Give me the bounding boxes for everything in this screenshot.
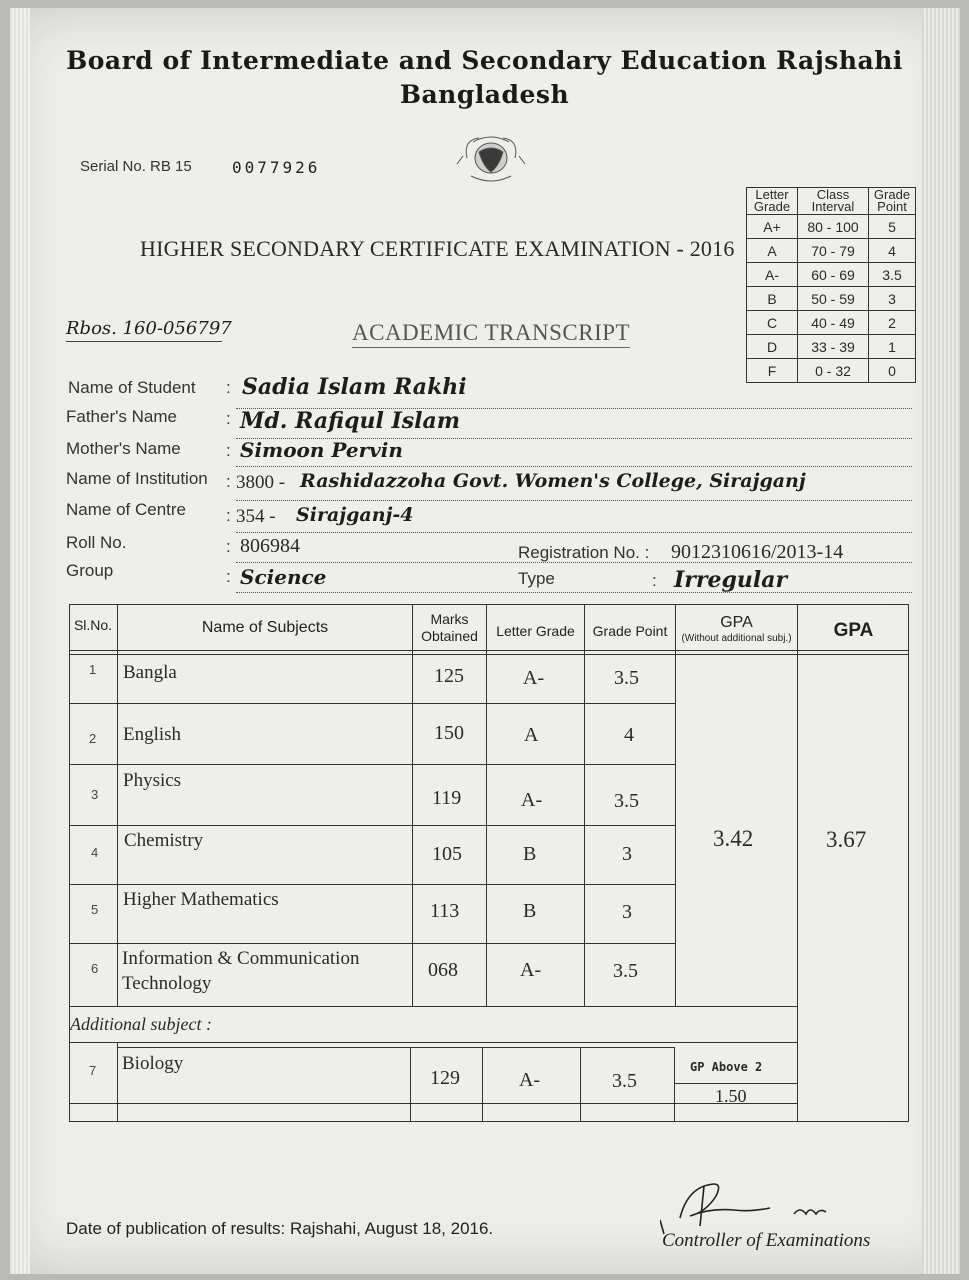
grade-point: 3.5 <box>612 1070 637 1092</box>
subject-name: Bangla <box>123 662 177 683</box>
grade-point: 1 <box>869 335 916 359</box>
results-table <box>69 604 909 1122</box>
colon: : <box>226 378 231 397</box>
signer-title: Controller of Examinations <box>662 1230 871 1251</box>
grade-interval: 80 - 100 <box>798 215 869 239</box>
dotted-line <box>236 562 912 563</box>
grade-point: 3.5 <box>613 960 638 982</box>
grade-scale-header: Grade Point <box>869 188 916 215</box>
publication-date: Date of publication of results: Rajshahi, August 18, 2016. <box>66 1219 494 1238</box>
grade-interval: 60 - 69 <box>798 263 869 287</box>
header-gpa: GPA <box>833 620 874 641</box>
group-value: Science <box>240 565 327 589</box>
marks: 150 <box>434 722 464 744</box>
type-value: Irregular <box>674 567 788 593</box>
marks: 113 <box>430 900 460 922</box>
subject-name: Physics <box>123 770 182 791</box>
gp-above-label: GP Above 2 <box>690 1060 763 1074</box>
colon: : <box>226 506 231 525</box>
mother-name: Simoon Pervin <box>240 438 403 462</box>
colon: : <box>652 571 657 590</box>
table-rule <box>482 1047 483 1122</box>
grade-scale-header: Letter Grade <box>747 188 798 215</box>
subject-name-continued: Technology <box>122 973 212 994</box>
grade-letter: C <box>747 311 798 335</box>
table-rule <box>675 604 676 1006</box>
header-gpa-without: GPA <box>720 614 753 631</box>
colon: : <box>226 409 231 428</box>
father-name: Md. Rafiqul Islam <box>240 408 461 434</box>
grade-interval: 50 - 59 <box>798 287 869 311</box>
row-sl: 3 <box>91 787 99 802</box>
centre-code: 354 - <box>236 506 276 527</box>
header-sl: Sl.No. <box>73 617 113 633</box>
additional-subject-label: Additional subject : <box>70 1014 212 1034</box>
header-gpa-without-note: (Without additional subj.) <box>681 633 792 644</box>
header-marks-obtained: Obtained <box>421 628 478 644</box>
table-rule <box>674 1047 675 1122</box>
grade-point: 2 <box>869 311 916 335</box>
table-rule <box>117 604 118 1006</box>
table-rule <box>117 1042 118 1122</box>
subject-name: Chemistry <box>124 830 204 851</box>
grade-point: 3.5 <box>614 667 639 689</box>
subject-name: Biology <box>122 1053 184 1074</box>
header-grade-point: Grade Point <box>592 623 668 639</box>
left-border-pattern <box>10 8 30 1274</box>
colon: : <box>226 537 231 556</box>
table-rule <box>674 1083 797 1084</box>
grade-point: 3 <box>622 843 632 865</box>
grade-letter: A <box>747 239 798 263</box>
signature-icon <box>660 1178 860 1238</box>
header-marks: Marks <box>430 611 469 627</box>
dotted-line <box>236 466 912 467</box>
grade-point: 4 <box>869 239 916 263</box>
table-rule <box>69 1042 797 1043</box>
institution-name: Rashidazzoha Govt. Women's College, Sirajganj <box>300 470 806 492</box>
registration-number: 9012310616/2013-14 <box>671 541 844 563</box>
grade-scale-row <box>747 263 916 287</box>
letter-grade: A <box>524 724 539 746</box>
colon: : <box>226 472 231 491</box>
grade-point: 0 <box>869 359 916 383</box>
table-rule <box>69 825 675 826</box>
dotted-line <box>236 592 912 593</box>
right-border-pattern <box>922 8 960 1274</box>
institution-label: Name of Institution <box>66 469 208 488</box>
grade-interval: 0 - 32 <box>798 359 869 383</box>
grade-interval: 33 - 39 <box>798 335 869 359</box>
document-title: ACADEMIC TRANSCRIPT <box>352 320 631 345</box>
board-name: Board of Intermediate and Secondary Education Rajshahi <box>66 46 903 75</box>
grade-point: 5 <box>869 215 916 239</box>
row-sl: 5 <box>91 902 99 917</box>
letter-grade: A- <box>520 959 542 981</box>
grade-scale-row <box>747 311 916 335</box>
grade-point: 3.5 <box>614 790 639 812</box>
centre-name: Sirajganj-4 <box>296 504 414 526</box>
exam-title: HIGHER SECONDARY CERTIFICATE EXAMINATION - 2016 <box>140 236 735 261</box>
ref-underline <box>66 341 222 342</box>
table-rule <box>584 604 585 1006</box>
table-rule <box>69 1103 797 1104</box>
grade-point: 3 <box>622 901 632 923</box>
grade-scale-row <box>747 335 916 359</box>
grade-letter: A+ <box>747 215 798 239</box>
serial-label: Serial No. RB 15 <box>80 158 192 175</box>
table-rule <box>69 764 675 765</box>
grade-scale-table <box>746 187 916 383</box>
table-rule <box>797 604 798 1122</box>
roll-number: 806984 <box>240 535 300 557</box>
grade-letter: D <box>747 335 798 359</box>
father-name-label: Father's Name <box>66 407 177 426</box>
grade-scale-row <box>747 287 916 311</box>
marks: 105 <box>432 843 462 865</box>
grade-point: 3.5 <box>869 263 916 287</box>
header-letter-grade: Letter Grade <box>496 623 575 639</box>
type-label: Type <box>518 569 555 588</box>
marks: 119 <box>432 787 462 809</box>
row-sl: 7 <box>89 1063 97 1078</box>
marks: 125 <box>434 665 464 687</box>
institution-code: 3800 - <box>236 472 286 493</box>
gpa-without-additional: 3.42 <box>713 826 754 851</box>
dotted-line <box>236 532 912 533</box>
table-rule <box>410 1047 411 1122</box>
grade-letter: F <box>747 359 798 383</box>
letter-grade: A- <box>519 1069 541 1091</box>
letter-grade: B <box>523 843 537 865</box>
table-rule <box>580 1047 581 1122</box>
table-rule <box>486 604 487 1006</box>
row-sl: 2 <box>89 731 97 746</box>
board-emblem-icon <box>453 128 529 194</box>
dotted-line <box>236 500 912 501</box>
roll-label: Roll No. <box>66 533 127 552</box>
table-rule <box>69 650 909 651</box>
grade-scale-row <box>747 215 916 239</box>
grade-letter: A- <box>747 263 798 287</box>
grade-interval: 70 - 79 <box>798 239 869 263</box>
letter-grade: A- <box>523 667 545 689</box>
gp-above-value: 1.50 <box>715 1086 747 1106</box>
subject-name: Information & Communication <box>122 948 360 969</box>
gpa-value: 3.67 <box>826 827 867 852</box>
table-rule <box>117 1047 674 1048</box>
grade-scale-row <box>747 359 916 383</box>
grade-interval: 40 - 49 <box>798 311 869 335</box>
title-underline <box>352 347 630 348</box>
table-rule <box>69 943 675 944</box>
row-sl: 4 <box>91 845 99 860</box>
grade-scale-header: Class Interval <box>798 188 869 215</box>
group-label: Group <box>66 561 114 580</box>
grade-scale-row <box>747 239 916 263</box>
student-name-label: Name of Student <box>68 378 196 397</box>
mother-name-label: Mother's Name <box>66 439 181 458</box>
serial-number: 0077926 <box>232 158 321 177</box>
letter-grade: A- <box>521 789 543 811</box>
registration-label: Registration No. : <box>518 543 650 562</box>
row-sl: 1 <box>89 662 97 677</box>
row-sl: 6 <box>91 961 99 976</box>
subject-name: English <box>123 724 182 745</box>
student-name: Sadia Islam Rakhi <box>242 374 467 400</box>
header-subject: Name of Subjects <box>201 619 329 636</box>
table-rule <box>69 1006 797 1007</box>
grade-point: 4 <box>624 724 634 746</box>
marks: 129 <box>430 1067 460 1089</box>
table-rule <box>412 604 413 1006</box>
subject-name: Higher Mathematics <box>123 889 279 910</box>
table-rule <box>69 703 675 704</box>
marks: 068 <box>428 959 458 981</box>
reference-number: Rbos. 160-056797 <box>66 318 232 339</box>
colon: : <box>226 441 231 460</box>
board-country: Bangladesh <box>399 80 570 109</box>
table-rule <box>69 654 909 655</box>
letter-grade: B <box>523 900 537 922</box>
grade-point: 3 <box>869 287 916 311</box>
table-rule <box>69 884 675 885</box>
grade-letter: B <box>747 287 798 311</box>
centre-label: Name of Centre <box>66 500 186 519</box>
colon: : <box>226 567 231 586</box>
